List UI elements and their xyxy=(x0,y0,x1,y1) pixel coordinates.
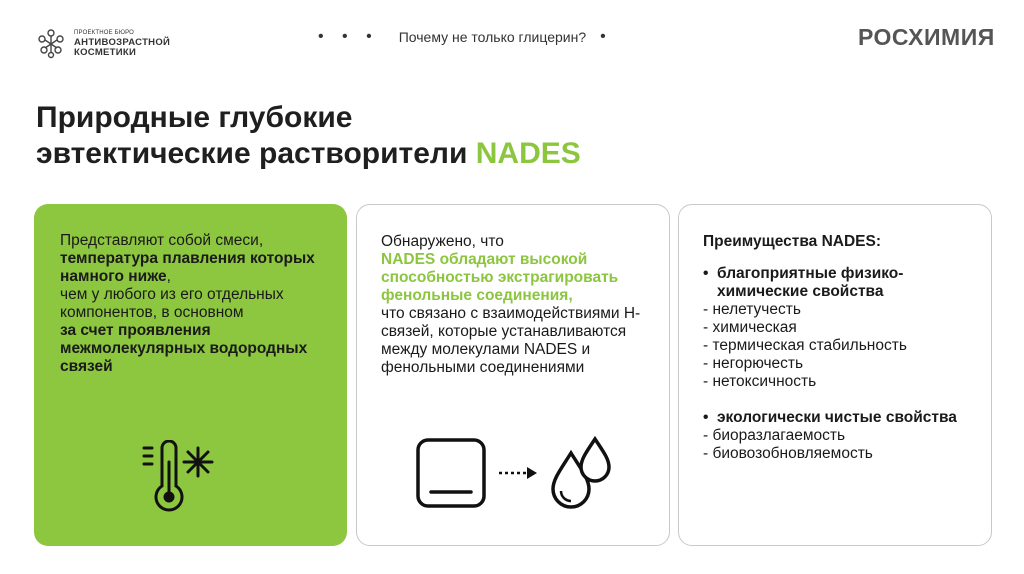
bullet-1: • xyxy=(703,265,709,282)
card3-list xyxy=(703,265,988,463)
card1-t1: Представляют собой смеси, xyxy=(60,232,264,249)
card3-group1: благоприятные физико-химические свойства xyxy=(717,265,904,300)
logo-line1: ПРОЕКТНОЕ БЮРО xyxy=(74,30,135,36)
brand-logo: РОСХИМИЯ xyxy=(858,24,995,50)
list-item: - негорючесть xyxy=(703,355,804,372)
logo-mark-icon xyxy=(34,26,68,60)
card1-t2: , xyxy=(166,268,171,285)
card-advantages xyxy=(678,204,992,546)
thermometer-snowflake-icon xyxy=(142,440,222,516)
list-item: - термическая стабильность xyxy=(703,337,907,354)
drops-icon xyxy=(547,433,619,513)
window-icon xyxy=(415,437,487,509)
nav-dots: • • • xyxy=(318,28,379,45)
topnav xyxy=(318,28,606,46)
bullet-2: • xyxy=(703,409,709,426)
list-item: - биовозобновляемость xyxy=(703,445,873,462)
list-item: - нетоксичность xyxy=(703,373,817,390)
card1-t3: чем у любого из его отдельных компонентов, в основном xyxy=(60,286,284,321)
card1-b1: температура плавления которых намного ниже xyxy=(60,250,315,285)
page-title xyxy=(36,100,581,172)
list-item: - химическая xyxy=(703,319,797,336)
card2-t1: Обнаружено, что xyxy=(381,233,504,250)
list-item: - нелетучесть xyxy=(703,301,801,318)
card1-b2: за счет проявления межмолекулярных водородных связей xyxy=(60,322,308,375)
logo-line3: КОСМЕТИКИ xyxy=(74,47,137,58)
title-line2: эвтектические растворители xyxy=(36,137,476,170)
nav-dot: • xyxy=(600,28,606,45)
logo-line2: АНТИВОЗРАСТНОЙ xyxy=(74,37,171,48)
list-item: - биоразлагаемость xyxy=(703,427,846,444)
title-accent: NADES xyxy=(475,137,581,170)
nav-text: Почему не только глицерин? xyxy=(398,29,587,45)
card3-group2: экологически чистые свойства xyxy=(717,409,957,426)
card3-heading: Преимущества NADES: xyxy=(703,233,882,250)
dotted-arrow-icon xyxy=(497,465,539,481)
card-extraction xyxy=(356,204,670,546)
card1-text xyxy=(60,232,330,376)
card2-g1: NADES обладают высокой способностью экстрагировать фенольные соединения, xyxy=(381,251,619,304)
title-line1: Природные глубокие xyxy=(36,101,353,134)
card-definition xyxy=(34,204,347,546)
logo xyxy=(34,26,170,60)
card2-t2: что связано с взаимодействиями Н-связей, которые устанавливаются между молекулами NADES и фенольными соединениями xyxy=(381,305,641,376)
card2-text xyxy=(381,233,666,377)
